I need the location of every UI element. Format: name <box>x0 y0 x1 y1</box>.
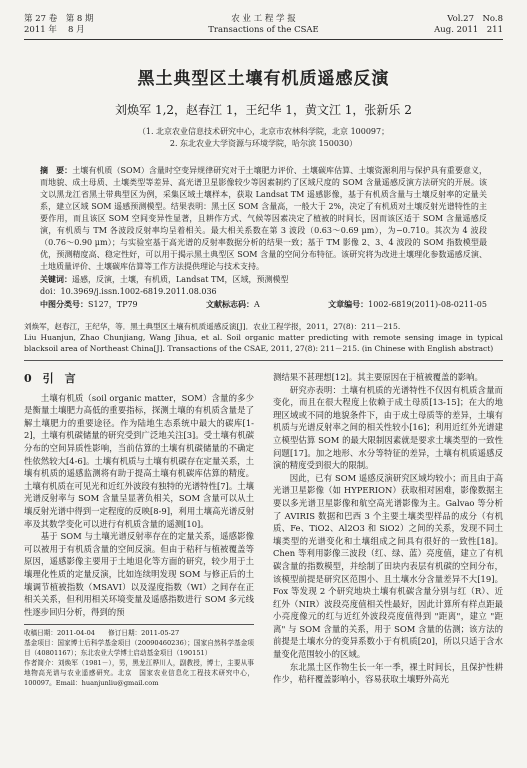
footnote-line: 作者简介：刘焕军（1981－），男，黑龙江桦川人，副教授，博士，主要从事地物高光谱与农业遥感研究。北京 国家农业信息化工程技术研究中心，100097。Email：huanjunliu@gmail.com <box>24 659 254 688</box>
doi: doi：10.3969/j.issn.1002-6819.2011.08.036 <box>40 287 217 296</box>
keywords-label: 关键词： <box>40 274 72 284</box>
citation-en: Liu Huanjun, Zhao Chunjiang, Wang Jihua, et al. Soil organic matter predicting with remote sensing image in typical blacksoil area of Northeast China[J]. Transactions of the CSAE, 2011, 27(8): 211－215. (in Chinese with English abstract) <box>24 333 503 353</box>
header-rule <box>24 39 503 40</box>
left-column <box>24 371 254 688</box>
article-number: 文章编号：1002-6819(2011)-08-0211-05 <box>328 299 487 309</box>
footnote <box>24 624 254 688</box>
footnote-line: 基金项目：国家博士后科学基金项目（20090460236）；国家自然科学基金项目（40801167）；东北农业大学博士启动基金项目（190151） <box>24 639 254 658</box>
abstract-label: 摘 要： <box>40 165 73 175</box>
paragraph: 测结果不甚理想[12]。其主要原因在于植被覆盖的影响。 <box>273 372 483 382</box>
paragraph: 研究亦表明：土壤有机质的光谱特性不仅因有机质含量而变化，而且在很大程度上依赖于成土母质[13-15]；在大的地理区域或不同的地貌条件下，由于成土母质等的差异，土壤有机质与光谱反射率之间的相关性较小[16]；利用近红外光谱建立模型估算 SOM 的最大限制因素就是要求土壤类型的一致性问题[17]。加之地形、水分等特征的差异，土壤有机质遥感反演的精度受到很大的限制。 <box>273 384 503 471</box>
authors: 刘焕军 1,2，赵春江 1，王纪华 1，黄文江 1，张新乐 2 <box>115 103 412 117</box>
affiliation-2: 2. 东北农业大学资源与环境学院，哈尔滨 150030） <box>169 139 358 148</box>
footnote-line: 收稿日期：2011-04-04 修订日期：2011-05-27 <box>24 629 180 638</box>
citation-rule <box>24 360 503 361</box>
clc: 中图分类号：S127，TP79 <box>40 299 138 309</box>
paper-title: 黑土典型区土壤有机质遥感反演 <box>137 69 390 89</box>
keywords-text: 遥感，反演，土壤，有机质，Landsat TM，区域，预测模型 <box>72 275 289 284</box>
paragraph: 因此，已有 SOM 遥感反演研究区域均较小；而且由于高光谱卫星影像（如 HYPERION）获取相对困难，影像数据主要以多光谱卫星影像和航空高光谱影像为主。Galvao 等分析了 AVIRIS 数据和巴西 3 个主要土壤类型样品的成分（有机质、Fe、TiO2、Al2O3 和 SiO2）之间的关系，发现不同土壤类型的光谱变化和土壤组成之间具有很好的一致性[18]。Chen 等利用影像三波段（红、绿、蓝）亮度值，建立了有机碳含量的指数模型，并绘制了田块内表层有机碳的空间分布，该模型前提是研究区范围小、且土壤水分含量差异不大[19]。Fox 等发现 2 个研究地块土壤有机碳含量分别与红（R）、近红外（NIR）波段亮度值相关性最好，因此计算所有样点距最小亮度像元的红与近红外波段亮度值得到 "距离"，建立 "距离" 与 SOM 含量的关系，用于 SOM 含量的估测；该方法的前提是土壤水分的变异系数小于有机质[20]，所以只适于含水量变化范围较小的区域。 <box>273 472 503 660</box>
body-columns <box>24 371 503 688</box>
citation <box>24 321 503 354</box>
citation-cn: 刘焕军，赵春江，王纪华，等．黑土典型区土壤有机质遥感反演[J]．农业工程学报，2011，27(8)：211－215. <box>24 322 401 331</box>
abstract <box>40 164 487 273</box>
abstract-text: 土壤有机质（SOM）含量时空变异规律研究对于土壤肥力评价、土壤碳库估算、土壤资源利用与保护具有重要意义，而地貌、成土母质、土壤类型等差异、高光谱卫星影像较少等因素制约了区域尺度的 SOM 含量遥感反演方法研究的开展。该文以黑龙江省黑土带典型区为例，采集区域土壤样本，获取 Landsat TM 遥感影像，基于有机质含量与土壤反射率的定量关系，建立区域 SOM 遥感预测模型。结果表明：黑土区 SOM 含量高，一般大于 2%，决定了有机质对土壤反射光谱特性的主要作用，而且该区 SOM 空间变异性显著，且耕作方式、气候等因素决定了植被的时间长，因而该区适于 SOM 含量遥感反演，有机质与 TM 各波段反射率均呈着相关。最大相关系数在第 3 波段（0.63～0.69 μm），为−0.710。其次为 4 波段（0.76～0.90 μm）；与实验室基于高光谱的反射率数据分析的结果一致；基于 TM 影像 2、3、4 波段的 SOM 指数模型最优，预测精度高、稳定性好，可以用于揭示黑土典型区 SOM 含量的空间分布特征。该研究将为改进土壤理化参数遥感反演、土地质量评价、土壤碳库估算等工作方法提供理论与技术支持。 <box>40 166 488 271</box>
section-heading: 0 引 言 <box>24 372 76 385</box>
header-left: 第 27 卷 第 8 期 2011 年 8 月 <box>24 14 94 35</box>
paragraph: 土壤有机质（soil organic matter，SOM）含量的多少是衡量土壤肥力高低的重要指标，探测土壤的有机质含量是了解土壤肥力的重要途径。作为陆地生态系统中最大的碳库[1-2]，土壤有机碳储量的研究受到广泛地关注[3]。受土壤有机碳分布的空间异质性影响，当前估算的土壤有机碳储量的不确定性依然较大[4-6]。土壤有机质与土壤有机碳存在定量关系，土壤有机质的遥感监测将有助于提高土壤有机碳库估算的精度。土壤有机质在可见光和近红外波段有独特的光谱特性[7]。土壤光谱反射率与 SOM 含量呈显著负相关，SOM 含量可以从土壤反射光谱中得到一定程度的反映[8-9]，利用土壤高光谱反射率及其数学变化可以进行有机质含量的遥测[10]。 <box>24 392 254 529</box>
affiliations <box>24 126 503 150</box>
right-column <box>273 371 503 688</box>
header-center: 农 业 工 程 学 报 Transactions of the CSAE <box>208 14 319 35</box>
paragraph: 基于 SOM 与土壤光谱反射率存在的定量关系，遥感影像可以被用于有机质含量的空间反演。但由于秸秆与植被覆盖等原因，遥感影像主要用于土地退化等方面的研究，较少用于土壤理化性质的定量反演，比如连续明发现 SOM 与修正后的土壤调节植被指数（MSAVI）以及湿度指数（WI）之间存在正相关关系，但利用相关环境变量及遥感指数进行 SOM 多元线性逐步回归分析，得到的预 <box>24 531 254 617</box>
journal-header <box>24 14 503 36</box>
doc-code: 文献标志码：A <box>206 299 260 309</box>
keywords <box>40 273 487 286</box>
affiliation-1: （1. 北京农业信息技术研究中心，北京市农林科学院，北京 100097； <box>137 127 390 136</box>
paragraph: 东北黑土区作物生长一年一季，裸土时间长，且保护性耕作少，秸秆覆盖影响小，容易获取土壤野外高光 <box>273 661 503 685</box>
classification-line <box>40 298 487 311</box>
header-right: Vol.27 No.8 Aug. 2011 211 <box>434 14 503 35</box>
